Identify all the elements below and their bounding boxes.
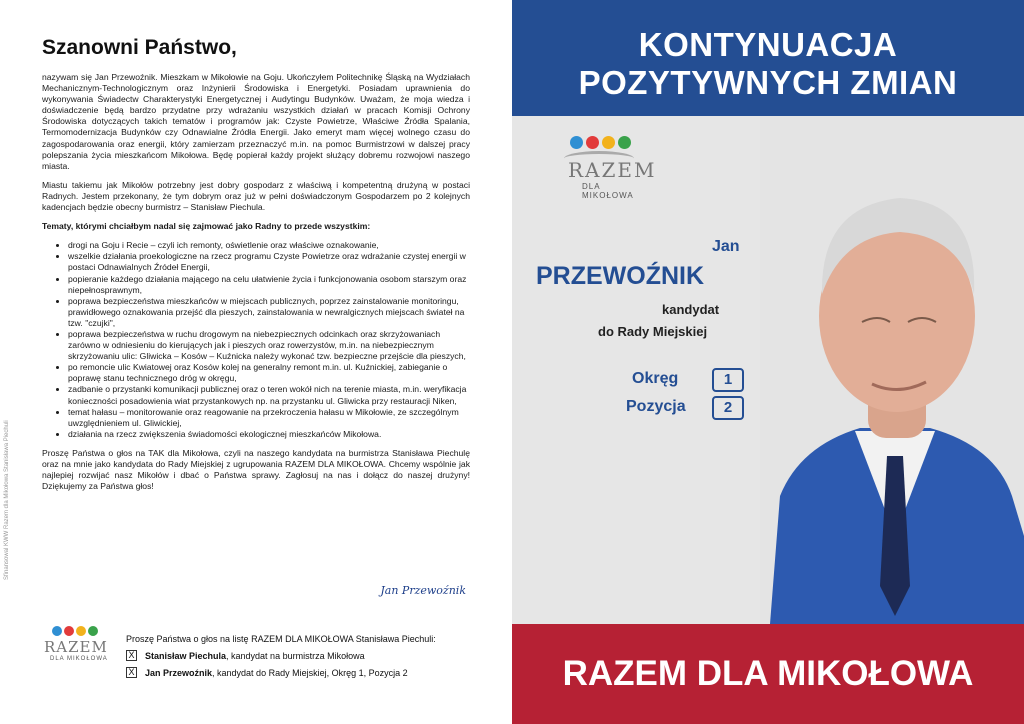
logo-subtitle: DLA MIKOŁOWA [582, 182, 634, 200]
logo-figures-icon [52, 626, 110, 636]
logo-subtitle: DLA MIKOŁOWA [50, 656, 108, 662]
topic-item: • drogi na Goju i Recie – czyli ich remonty, oświetlenie oraz właściwe oznakowanie, [68, 240, 470, 251]
ballot-checkbox: X [126, 650, 137, 661]
letter-paragraph-mayor: Miastu takiemu jak Mikołów potrzebny jest dobry gospodarz z właściwą i kompetentną drużyną w postaci Radnych. Jestem przekonany, że tym dobrym oraz już w pełni doświadczonym Gospodarzem po 2 kolejnych kadencjach będzie obecny burmistrz – Stanisław Piechula. [42, 179, 470, 213]
topics-title: Tematy, którymi chciałbym nadal się zajmować jako Radny to przede wszystkim: [42, 221, 371, 232]
position-label: Pozycja [626, 398, 686, 415]
logo-word: RAZEM [568, 158, 657, 182]
letter-paragraph-intro: nazywam się Jan Przewoźnik. Mieszkam w Mikołowie na Goju. Ukończyłem Politechnikę Śląską na Wydziałach Mechanicznym-Technologicznym oraz Inżynierii Środowiska i Energetyki. Posiadam uprawnienia do wykonywania Świadectw Charakterystyki Energetycznej i Audytingu Budynków. Uważam, że moja wiedza i doświadczenie będą bardzo przydatne przy wdrażaniu wszystkich działań w pracach Komisji Ochrony Środowiska dotyczących takich tematów i programów jak: Czyste Powietrze, Właściwe Źródła Spalania, Termomodernizacja Budynków czy Odnawialne Źródła Energii. Jako emeryt mam więcej wolnego czasu do zagospodarowania oraz energii, który zamierzam przeznaczyć m.in. na pomoc Burmistrzowi w dalszej pracy polepszania życia mieszkańcom Mikołowa. Będę popierał każdy projekt służący dobremu rozwojowi naszego miasta. [42, 72, 470, 171]
greeting: Szanowni Państwo, [42, 36, 237, 59]
logo-word: RAZEM [44, 638, 108, 656]
footer-slogan: RAZEM DLA MIKOŁOWA [562, 654, 974, 693]
district-number: 1 [712, 368, 744, 392]
district-label: Okręg [632, 370, 679, 387]
ballot-candidate-desc: , kandydat na burmistrza Mikołowa [226, 650, 365, 661]
razem-logo-small [44, 626, 110, 686]
ballot-checkbox: X [126, 667, 137, 678]
headline-line-2: POZYTYWNYCH ZMIAN [578, 64, 958, 101]
logo-figures-icon [570, 136, 648, 149]
ballot-candidate-desc: , kandydat do Rady Miejskiej, Okręg 1, Pozycja 2 [212, 667, 408, 678]
ballot-title: Proszę Państwa o głos na listę RAZEM DLA MIKOŁOWA Stanisława Piechuli: [126, 634, 436, 644]
candidate-last-name: PRZEWOŹNIK [536, 262, 705, 290]
candidate-role-line-2: do Rady Miejskiej [598, 324, 708, 339]
topic-item: • zadbanie o przystanki komunikacji publicznej oraz o teren wokół nich na terenie miasta, m.in. weryfikacja konieczności posadowienia wiat przystankowych np. na przystanku ul. Gliwicka przy restauracji Niken, [68, 384, 470, 406]
topic-item: • temat hałasu – monitorowanie oraz reagowanie na przekroczenia hałasu w Mikołowie, ze szczególnym uwzględnieniem ul. Gliwickiej, [68, 407, 470, 429]
ballot-row [126, 667, 436, 678]
ballot-candidate-name: Jan Przewoźnik [145, 667, 213, 678]
razem-logo [558, 136, 657, 216]
topic-item: • po remoncie ulic Kwiatowej oraz Kosów kolej na generalny remont m.in. ul. Kuźnickiej, zabieganie o poprawę stanu technicznego dróg w okręgu, [68, 362, 470, 384]
ballot-instructions [126, 634, 436, 678]
letter-body [42, 72, 470, 500]
headline [512, 26, 1024, 102]
topic-item: • wszelkie działania proekologiczne na rzecz programu Czyste Powietrze oraz wdrażanie czystej energii w postaci Odnawialnych Źródeł Energii, [68, 251, 470, 273]
candidate-portrait [760, 116, 1024, 624]
headline-line-1: KONTYNUACJA [638, 26, 898, 63]
candidate-first-name: Jan [712, 238, 740, 255]
letter-paragraph-closing: Proszę Państwa o głos na TAK dla Mikołowa, czyli na naszego kandydata na burmistrza Stanisława Piechulę oraz na mnie jako kandydata do Rady Miejskiej z ugrupowania RAZEM DLA MIKOŁOWA. Chcemy wspólnie jak najlepiej rozwijać nasz Mikołów i dbać o Państwa sprawy. Zagłosuj na nas i dołącz do naszej drużyny! Dziękujemy za Państwa głos! [42, 447, 470, 492]
position-number: 2 [712, 396, 744, 420]
financing-note: Sfinansowal KWW Razem dla Mikołowa Stanisława Piechuli [4, 420, 10, 580]
ballot-candidate-name: Stanisław Piechula [145, 650, 227, 661]
topic-item: • poprawa bezpieczeństwa w ruchu drogowym na niebezpiecznych odcinkach oraz skrzyżowaniach zarówno w odniesieniu do kierujących jak i pieszych oraz rowerzystów, m.in. na niebezpiecznym skrzyżowaniu ulic: Gliwicka – Kosów – Kuźnicka należy wykonać tzw. bezpieczne przejście dla pieszych, [68, 329, 470, 362]
topics-list [42, 240, 470, 440]
poster-page [512, 0, 1024, 724]
topic-item: • działania na rzecz zwiększenia świadomości ekologicznej mieszkańców Mikołowa. [68, 429, 470, 440]
candidate-role-line-1: kandydat [662, 302, 720, 317]
ballot-row [126, 650, 436, 661]
topic-item: • popieranie każdego działania mającego na celu ułatwienie życia i funkcjonowania osobom starszym oraz niepełnosprawnym, [68, 274, 470, 296]
topic-item: • poprawa bezpieczeństwa mieszkańców w miejscach publicznych, poprzez zainstalowanie monitoringu, prawidłowego oznakowania przejść dla pieszych, zainstalowania w newralgicznych miejscach świateł na tzw. "czujki", [68, 296, 470, 329]
signature: Jan Przewoźnik [380, 584, 466, 597]
